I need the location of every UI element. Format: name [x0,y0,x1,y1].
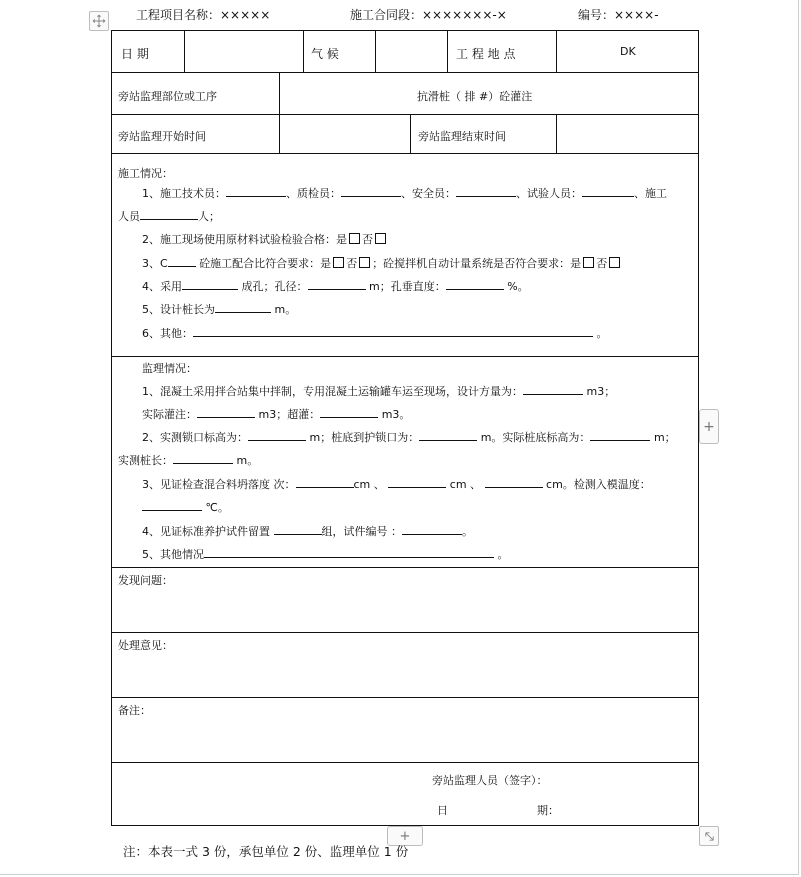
workers-count-blank[interactable] [140,208,198,220]
signature-date-label[interactable]: 期： [537,804,559,817]
metering-no-checkbox[interactable] [609,257,620,268]
construction-workers-line: 人员 人； [118,210,220,223]
table-resize-handle[interactable] [699,826,719,846]
mix-ratio-yes-checkbox[interactable] [333,257,344,268]
issues-label: 发现问题： [118,574,173,587]
supervision-status-section [112,357,698,568]
materials-yes-checkbox[interactable] [349,233,360,244]
construction-status-section [112,154,698,357]
plus-icon: + [703,418,715,435]
measured-length-line: 实测桩长： m。 [118,454,259,467]
technician-blank[interactable] [226,185,286,197]
work-position-label: 旁站监理部位或工序 [118,90,217,103]
issues-section[interactable] [112,568,698,633]
materials-no-checkbox[interactable] [375,233,386,244]
date-value-cell[interactable] [184,31,303,72]
weather-value-cell[interactable] [375,31,447,72]
weather-label: 气 候 [311,47,339,61]
move-arrows-icon [92,14,106,28]
project-name-label: 工程项目名称：××××× [136,8,271,22]
construction-staff-line: 1、施工技术员： 、质检员： 、安全员： 、试验人员： 、施工 [142,187,667,200]
metering-yes-checkbox[interactable] [583,257,594,268]
specimen-group-blank[interactable] [274,523,322,535]
measured-length-blank[interactable] [173,452,233,464]
design-pile-length-line: 5、设计桩长为 m。 [142,303,297,316]
hole-diameter-blank[interactable] [308,278,366,290]
project-location-label: 工 程 地 点 [456,47,516,61]
supervision-other-blank[interactable] [204,546,494,558]
construction-other-blank[interactable] [193,325,593,337]
mold-temperature-blank[interactable] [142,499,202,511]
collar-elevation-blank[interactable] [248,429,306,441]
work-position-value[interactable]: 抗滑桩（ 排 #）砼灌注 [417,90,533,103]
construction-other-line: 6、其他： 。 [142,327,608,340]
hole-forming-line: 4、采用 成孔；孔径： m；孔垂直度： %。 [142,280,529,293]
footer-copies-note: 注：本表一式 3 份，承包单位 2 份、监理单位 1 份 [123,844,409,859]
specimen-number-blank[interactable] [402,523,462,535]
mix-ratio-no-checkbox[interactable] [359,257,370,268]
table-row-times [112,115,698,154]
table-move-handle[interactable] [89,11,109,31]
design-length-blank[interactable] [215,301,271,313]
safety-officer-blank[interactable] [456,185,516,197]
mix-ratio-check-line: 3、C 砼施工配合比符合要求：是 否 ；砼搅拌机自动计量系统是否符合要求：是 否 [142,255,622,271]
supervision-other-line: 5、其他情况 。 [142,548,509,561]
mold-temperature-line: ℃。 [142,499,229,515]
slump-1-blank[interactable] [296,476,354,488]
slump-2-blank[interactable] [388,476,446,488]
design-volume-blank[interactable] [523,383,583,395]
remarks-label: 备注： [118,704,151,717]
actual-pour-blank[interactable] [197,406,255,418]
dk-mileage-value[interactable]: DK [620,45,636,58]
hole-method-blank[interactable] [182,278,238,290]
specimen-line: 4、见证标准养护试件留置 组，试件编号 ： 。 [142,525,473,538]
table-row-date-weather [112,31,698,73]
materials-check-line: 2、施工现场使用原材料试验检验合格：是 否 [142,231,388,247]
hole-verticality-blank[interactable] [446,278,504,290]
construction-title: 施工情况： [118,167,173,180]
actual-pour-line: 实际灌注： m3；超灌： m3。 [142,408,411,421]
handling-section[interactable] [112,633,698,698]
design-volume-line: 1、混凝土采用拌合站集中拌制，专用混凝土运输罐车运至现场，设计方量为： m3； [142,385,616,398]
supervision-record-table [111,30,699,826]
inspector-blank[interactable] [341,185,401,197]
plus-icon: + [399,828,411,844]
date-label: 日 期 [121,47,149,61]
end-time-label: 旁站监理结束时间 [418,130,506,143]
pile-bottom-elevation-blank[interactable] [590,429,650,441]
start-time-value-cell[interactable] [279,115,410,153]
supervisor-signature-label[interactable]: 旁站监理人员（签字）： [432,774,548,787]
document-number-label: 编号：××××- [578,8,659,22]
tester-blank[interactable] [582,185,634,197]
handling-label: 处理意见： [118,639,173,652]
resize-arrows-icon [703,830,716,843]
over-pour-blank[interactable] [320,406,378,418]
contract-section-label: 施工合同段：×××××××-× [350,8,507,22]
remarks-section[interactable] [112,698,698,763]
table-row-work-position [112,73,698,115]
signature-date-char-1: 日 [437,804,448,817]
slump-3-blank[interactable] [485,476,543,488]
signature-section [112,763,698,827]
concrete-grade-blank[interactable] [168,255,196,267]
end-time-value-cell[interactable] [556,115,699,153]
supervision-title: 监理情况： [142,362,197,375]
add-column-button[interactable] [699,409,719,444]
slump-test-line: 3、见证检查混合料坍落度 次： cm 、 cm 、 cm。检测入模温度： [142,478,651,491]
elevation-line: 2、实测锁口标高为： m；桩底到护锁口为： m。实际桩底标高为： m； [142,431,676,444]
start-time-label: 旁站监理开始时间 [118,130,206,143]
pile-bottom-to-collar-blank[interactable] [419,429,477,441]
